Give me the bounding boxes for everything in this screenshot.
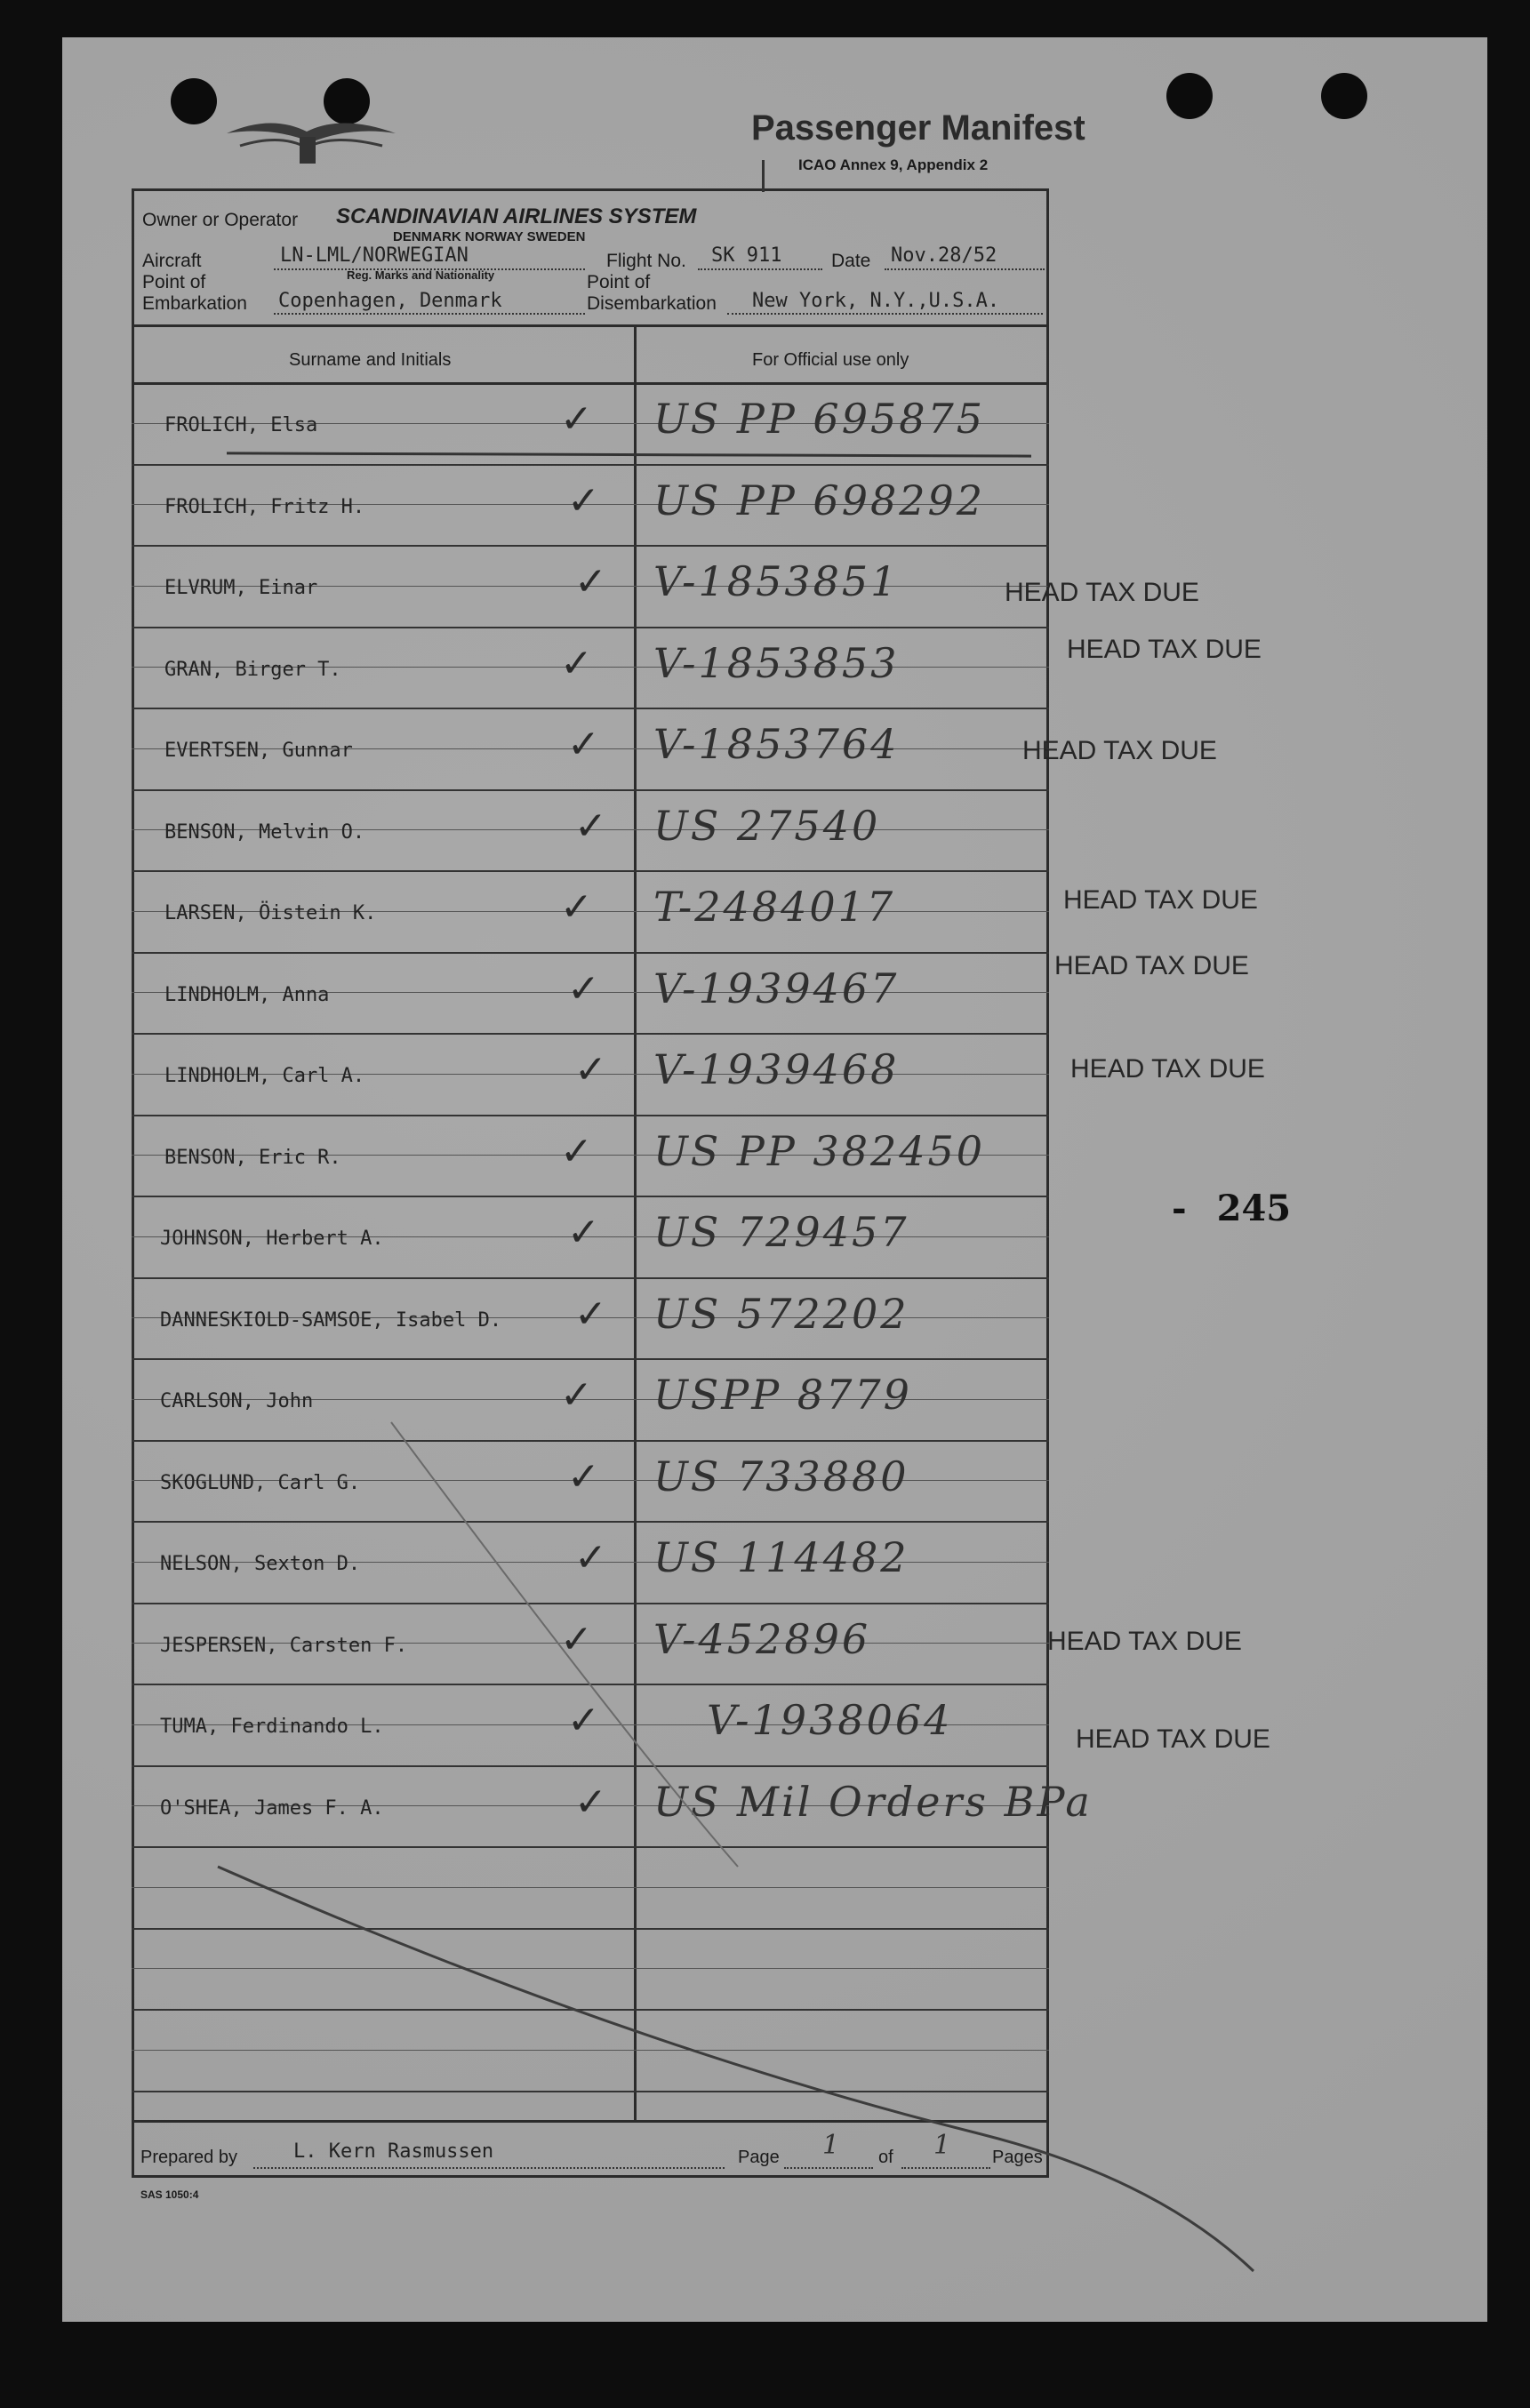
pages-label: Pages [992,2148,1043,2167]
owner-value: SCANDINAVIAN AIRLINES SYSTEM [336,204,697,228]
official-entry: V-1939467 [653,964,900,1012]
owner-countries: DENMARK NORWAY SWEDEN [393,229,586,244]
prepared-value: L. Kern Rasmussen [293,2140,494,2163]
aircraft-value: LN-LML/NORWEGIAN [280,244,469,267]
official-entry: US 729457 [653,1208,909,1256]
passenger-name: LARSEN, Öistein K. [164,902,377,924]
embark-value: Copenhagen, Denmark [278,290,502,312]
checkmark-icon: ✓ [560,1372,593,1418]
official-entry: US Mil Orders BPa [653,1778,1093,1826]
passenger-name: SKOGLUND, Carl G. [160,1472,361,1494]
official-entry: US PP 698292 [653,476,986,524]
official-entry: US 572202 [653,1290,909,1338]
disembark-value: New York, N.Y.,U.S.A. [752,290,1000,312]
checkmark-icon: ✓ [574,1535,607,1580]
official-entry: US 733880 [653,1452,909,1500]
disembark-label-1: Point of [587,272,651,292]
official-entry: V-1853851 [653,557,900,605]
flight-value: SK 911 [711,244,782,267]
disembark-label-2: Disembarkation [587,293,717,314]
official-entry: V-1853853 [653,639,900,687]
head-tax-stamp: HEAD TAX DUE [1067,635,1262,664]
checkmark-icon: ✓ [574,559,607,604]
official-entry: USPP 8779 [653,1371,912,1419]
page-title: Passenger Manifest [751,108,1085,148]
official-entry: V-1853764 [653,720,900,768]
checkmark-icon: ✓ [567,1698,600,1743]
passenger-name: CARLSON, John [160,1390,314,1412]
official-entry: T-2484017 [653,883,896,931]
checkmark-icon: ✓ [560,1129,593,1174]
passenger-name: EVERTSEN, Gunnar [164,740,353,762]
checkmark-icon: ✓ [574,1780,607,1825]
official-entry: US PP 695875 [653,395,986,443]
checkmark-icon: ✓ [567,1210,600,1255]
passenger-name: BENSON, Melvin O. [164,821,365,844]
page-value: 1 [822,2130,843,2161]
passenger-name: FROLICH, Fritz H. [164,496,365,518]
reg-marks-label: Reg. Marks and Nationality [347,268,495,282]
head-tax-stamp: HEAD TAX DUE [1022,736,1217,765]
dash-mark: - [1172,1188,1187,1229]
checkmark-icon: ✓ [560,641,593,686]
passenger-name: GRAN, Birger T. [164,659,341,681]
official-entry: US 27540 [653,802,881,850]
form-code: SAS 1050:4 [140,2188,199,2201]
page-number: 245 [1216,1188,1292,1229]
passenger-name: DANNESKIOLD-SAMSOE, Isabel D. [160,1309,502,1332]
checkmark-icon: ✓ [560,884,593,930]
head-tax-stamp: HEAD TAX DUE [1005,578,1199,607]
flight-label: Flight No. [606,251,686,271]
head-tax-stamp: HEAD TAX DUE [1054,951,1249,980]
passenger-name: LINDHOLM, Carl A. [164,1065,365,1087]
embark-label-1: Point of [142,272,206,292]
passenger-name: JESPERSEN, Carsten F. [160,1635,408,1657]
checkmark-icon: ✓ [567,1454,600,1500]
official-entry: US 114482 [653,1533,909,1581]
passenger-name: FROLICH, Elsa [164,414,318,436]
checkmark-icon: ✓ [567,966,600,1012]
prepared-label: Prepared by [140,2148,237,2167]
head-tax-stamp: HEAD TAX DUE [1070,1054,1265,1084]
passenger-name: BENSON, Eric R. [164,1147,341,1169]
embark-label-2: Embarkation [142,293,247,314]
official-entry: US PP 382450 [653,1127,986,1175]
date-label: Date [831,251,871,271]
head-tax-stamp: HEAD TAX DUE [1076,1724,1270,1754]
head-tax-stamp: HEAD TAX DUE [1063,885,1258,915]
official-entry: V-1939468 [653,1045,900,1093]
passenger-name: TUMA, Ferdinando L. [160,1716,384,1738]
checkmark-icon: ✓ [574,1292,607,1337]
surname-column-header: Surname and Initials [289,350,452,370]
checkmark-icon: ✓ [574,804,607,849]
passenger-name: NELSON, Sexton D. [160,1553,361,1575]
checkmark-icon: ✓ [567,722,600,767]
owner-label: Owner or Operator [142,210,299,230]
passenger-name: LINDHOLM, Anna [164,984,330,1006]
aircraft-label: Aircraft [142,251,202,271]
checkmark-icon: ✓ [574,1047,607,1092]
of-label: of [878,2148,893,2167]
official-entry: V-1938064 [707,1696,953,1744]
passenger-name: O'SHEA, James F. A. [160,1797,384,1820]
of-value: 1 [933,2130,954,2161]
page-label: Page [738,2148,780,2167]
head-tax-stamp: HEAD TAX DUE [1047,1627,1242,1656]
checkmark-icon: ✓ [560,396,593,442]
passenger-name: JOHNSON, Herbert A. [160,1228,384,1250]
passenger-name: ELVRUM, Einar [164,577,318,599]
checkmark-icon: ✓ [567,478,600,524]
page-subtitle: ICAO Annex 9, Appendix 2 [798,156,989,173]
checkmark-icon: ✓ [560,1617,593,1662]
date-value: Nov.28/52 [891,244,997,267]
official-column-header: For Official use only [752,350,909,370]
official-entry: V-452896 [653,1615,871,1663]
